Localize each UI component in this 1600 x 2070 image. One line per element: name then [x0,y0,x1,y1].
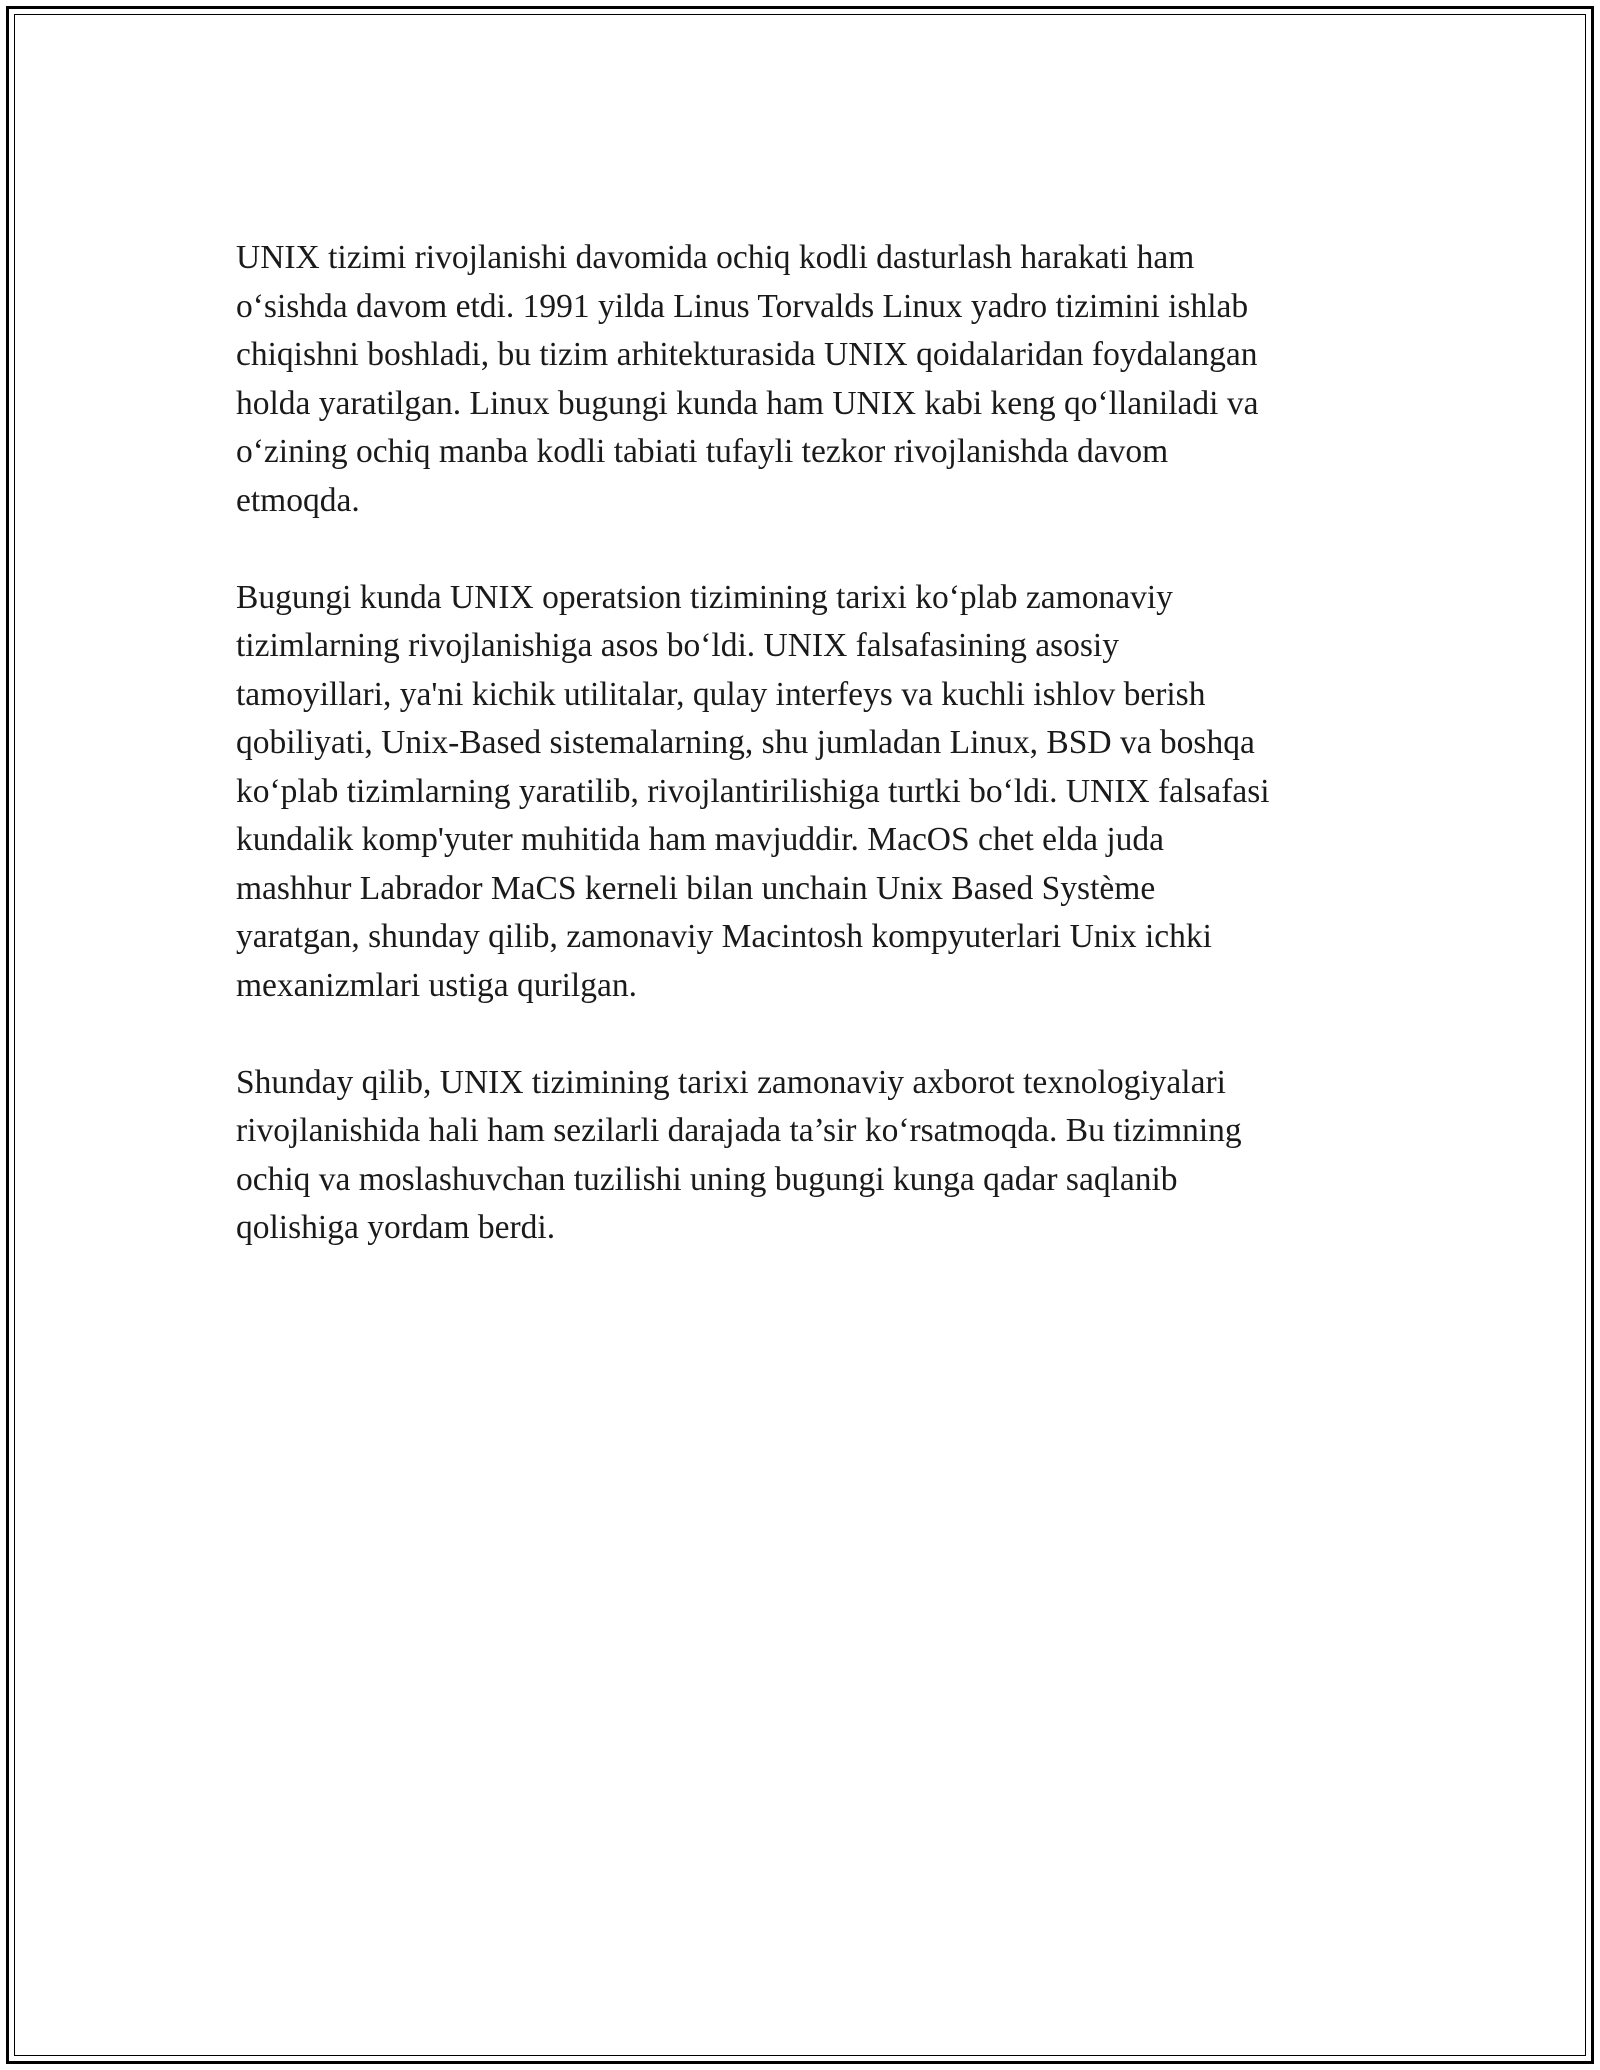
text-line: rivojlanishida hali ham sezilarli darajada ta’sir ko‘rsatmoqda. Bu tizimning [236,1112,1242,1149]
text-line: tamoyillari, ya'ni kichik utilitalar, qulay interfeys va kuchli ishlov berish [236,675,1206,713]
text-line: yaratgan, shunday qilib, zamonaviy Macintosh kompyuterlari Unix ichki [236,918,1212,955]
text-line: qolishiga yordam berdi. [236,1209,556,1246]
paragraph-2 [236,574,1386,1011]
text-line: etmoqda. [236,481,360,519]
text-line: ochiq va moslashuvchan tuzilishi uning bugungi kunga qadar saqlanib [236,1160,1178,1198]
text-line: o‘sishda davom etdi. 1991 yilda Linus Torvalds Linux yadro tizimini ishlab [236,287,1249,325]
text-line: kundalik komp'yuter muhitida ham mavjuddir. MacOS chet elda juda [236,821,1165,858]
text-line: mexanizmlari ustiga qurilgan. [236,966,637,1004]
text-line: UNIX tizimi rivojlanishi davomida ochiq kodli dasturlash harakati ham [236,239,1195,276]
text-line: tizimlarning rivojlanishiga asos bo‘ldi. UNIX falsafasining asosiy [236,627,1119,664]
text-line: o‘zining ochiq manba kodli tabiati tufayli tezkor rivojlanishda davom [236,433,1169,470]
text-line: mashhur Labrador MaCS kerneli bilan unchain Unix Based Système [236,869,1156,907]
text-line: Bugungi kunda UNIX operatsion tizimining tarixi ko‘plab zamonaviy [236,578,1173,616]
text-line: Shunday qilib, UNIX tizimining tarixi zamonaviy axborot texnologiyalari [236,1063,1226,1101]
document-body [236,234,1386,1301]
paragraph-1 [236,234,1386,525]
paragraph-3 [236,1059,1386,1253]
text-line: holda yaratilgan. Linux bugungi kunda ham UNIX kabi keng qo‘llaniladi va [236,384,1259,422]
text-line: chiqishni boshladi, bu tizim arhitekturasida UNIX qoidalaridan foydalangan [236,336,1258,373]
text-line: qobiliyati, Unix-Based sistemalarning, shu jumladan Linux, BSD va boshqa [236,724,1255,761]
text-line: ko‘plab tizimlarning yaratilib, rivojlantirilishiga turtki bo‘ldi. UNIX falsafasi [236,772,1270,810]
